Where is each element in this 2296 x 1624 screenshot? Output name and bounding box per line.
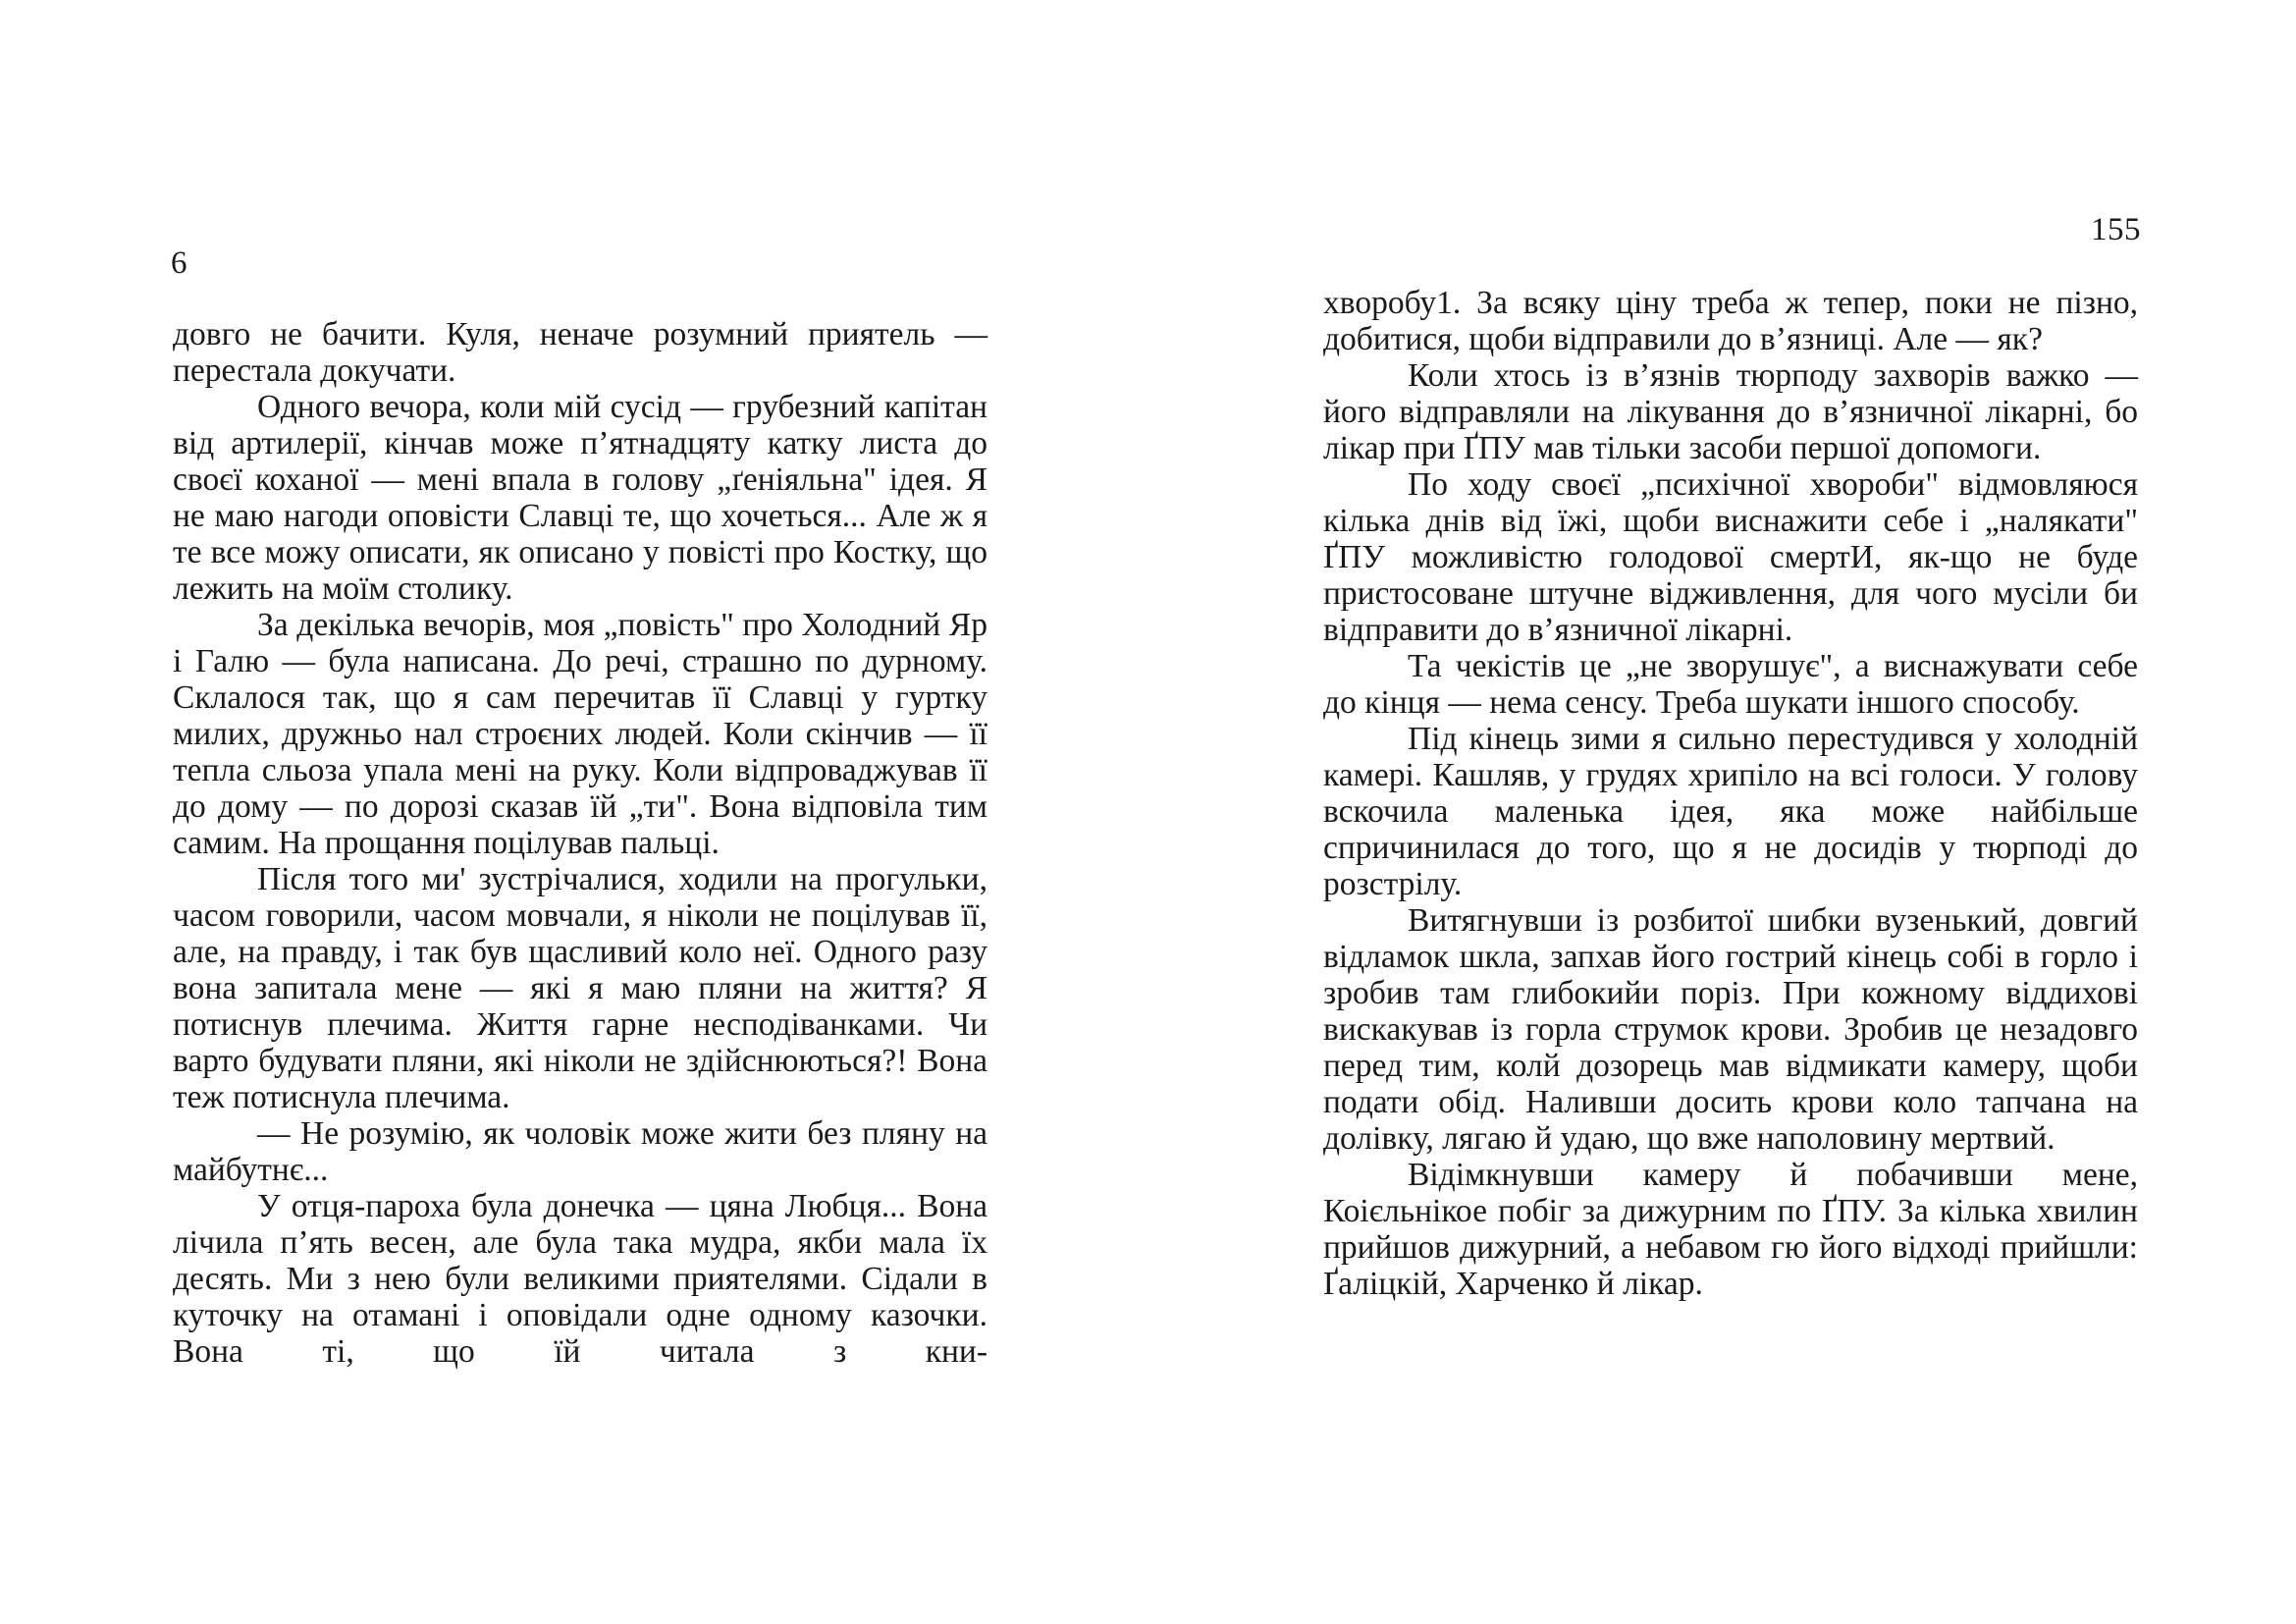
paragraph: Відімкнувши камеру й побачивши мене, Коієльнікое побіг за дижурним по ҐПУ. За кілька хвилин прийшов дижурний, а небавом гю його відході прийшли: Ґаліцкій, Харченко й лікар. <box>1323 1157 2138 1302</box>
paragraph: Та чекістів це „не зворушує", а виснажувати себе до кінця — нема сенсу. Треба шукати іншого способу. <box>1323 648 2138 721</box>
page-number: 6 <box>171 245 187 281</box>
paragraph: Під кінець зими я сильно перестудився у холодній камері. Кашляв, у грудях хрипіло на всі голоси. У голову вскочила маленька ідея, яка може найбільше спричинилася до того, що я не досидів у тюрподі до розстрілу. <box>1323 721 2138 902</box>
paragraph: У отця-пароха була донечка — цяна Любця... Вона лічила п’ять весен, але була така мудра, якби мала їх десять. Ми з нею були великими приятелями. Сідали в куточку на отамані і оповідали одне одному казочки. Вона ті, що їй читала з кни- <box>173 1188 988 1370</box>
right-page-body <box>1323 285 2138 1302</box>
paragraph: Одного вечора, коли мій сусід — грубезний капітан від артилерії, кінчав може п’ятнадцяту катку листа до своєї коханої — мені впала в голову „ґеніяльна" ідея. Я не маю нагоди оповісти Славці те, що хочеться... Але ж я те все можу описати, як описано у повісті про Костку, що лежить на моїм столику. <box>173 389 988 607</box>
paragraph: — Не розумію, як чоловік може жити без пляну на майбутнє... <box>173 1115 988 1188</box>
paragraph: Після того ми' зустрічалися, ходили на прогульки, часом говорили, часом мовчали, я ніколи не поцілував її, але, на правду, і так був щасливий коло неї. Одного разу вона запитала мене — які я маю пляни на життя? Я потиснув плечима. Життя гарне несподіванками. Чи варто будувати пляни, які ніколи не здійснюються?! Вона теж потиснула плечима. <box>173 861 988 1115</box>
left-page-body <box>173 316 988 1370</box>
paragraph: довго не бачити. Куля, неначе розумний приятель — перестала докучати. <box>173 316 988 389</box>
right-page <box>1148 0 2296 1624</box>
paragraph: По ходу своєї „психічної хвороби" відмовляюся кілька днів від їжі, щоби виснажити себе і „налякати" ҐПУ можливістю голодової смертИ, як-що не буде пристосоване штучне відживлення, для чого мусіли би відправити до в’язничної лікарні. <box>1323 466 2138 648</box>
page-number: 155 <box>2091 212 2141 247</box>
paragraph: Витягнувши із розбитої шибки вузенький, довгий відламок шкла, запхав його гострий кінець собі в горло і зробив там глибокийи поріз. При кожному віддихові вискакував із горла струмок крови. Зробив це незадовго перед тим, колй дозорець мав відмикати камеру, щоби подати обід. Наливши досить крови коло тапчана на долівку, лягаю й удаю, що вже наполовину мертвий. <box>1323 902 2138 1157</box>
paragraph: хворобу1. За всяку ціну треба ж тепер, поки не пізно, добитися, щоби відправили до в’язниці. Але — як? <box>1323 285 2138 357</box>
paragraph: Коли хтось із в’язнів тюрподу захворів важко — його відправляли на лікування до в’язничної лікарні, бо лікар при ҐПУ мав тільки засоби першої допомоги. <box>1323 357 2138 466</box>
paragraph: За декілька вечорів, моя „повість" про Холодний Яр і Галю — була написана. До речі, страшно по дурному. Склалося так, що я сам перечитав її Славці у гуртку милих, дружньо нал строєних людей. Коли скінчив — її тепла сльоза упала мені на руку. Коли відпроваджував її до дому — по дорозі сказав їй „ти". Вона відповіла тим самим. На прощання поцілував пальці. <box>173 607 988 861</box>
